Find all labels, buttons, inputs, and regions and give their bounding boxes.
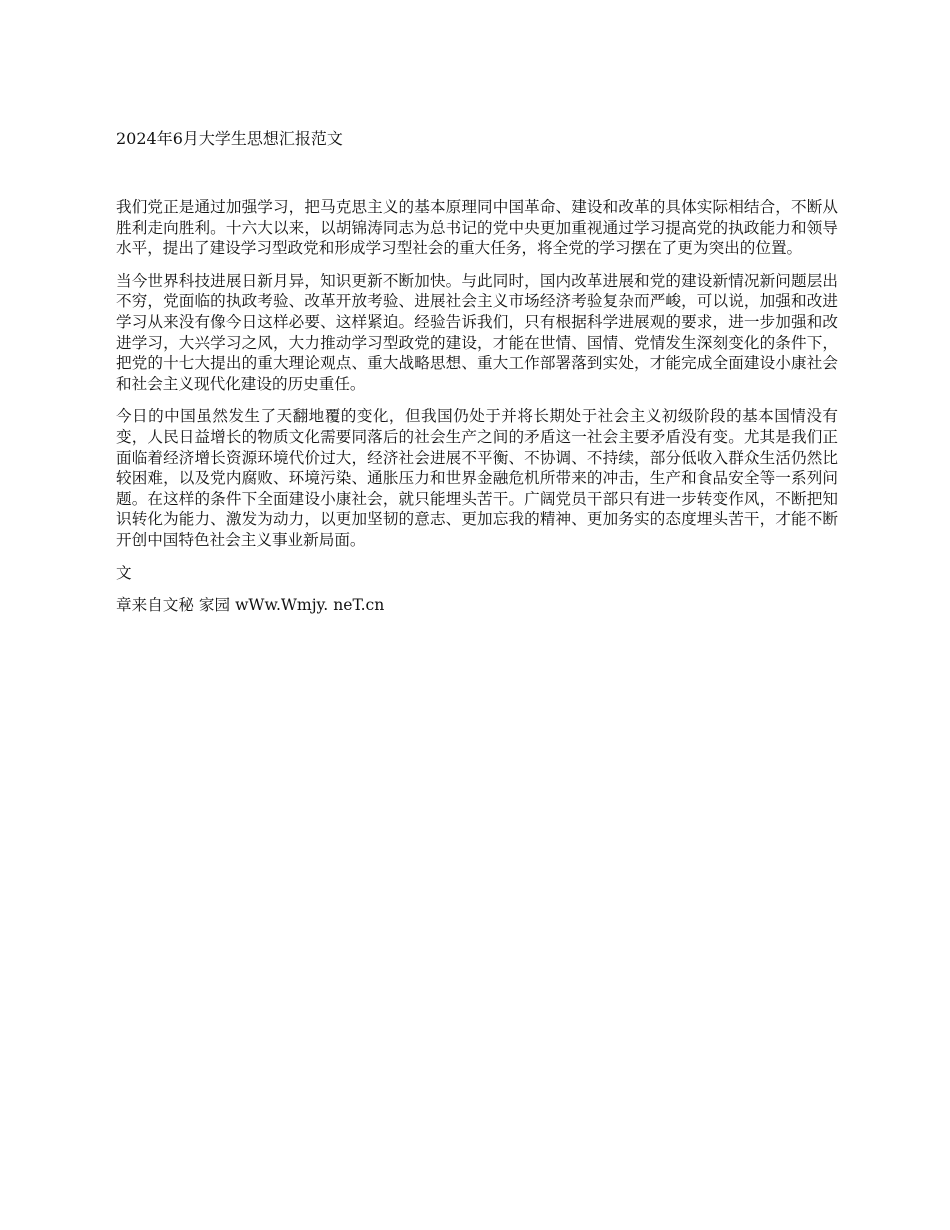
paragraph-2: 当今世界科技进展日新月异，知识更新不断加快。与此同时，国内改革进展和党的建设新情况新问题层出不穷，党面临的执政考验、改革开放考验、进展社会主义市场经济考验复杂而严峻，可以说，加强和改进学习从来没有像今日这样必要、这样紧迫。经验告诉我们，只有根据科学进展观的要求，进一步加强和改进学习，大兴学习之风，大力推动学习型政党的建设，才能在世情、国情、党情发生深刻变化的条件下，把党的十七大提出的重大理论观点、重大战略思想、重大工作部署落到实处，才能完成全面建设小康社会和社会主义现代化建设的历史重任。 xyxy=(116,271,838,393)
text-fragment: 文 xyxy=(116,563,132,582)
paragraph-1: 我们党正是通过加强学习，把马克思主义的基本原理同中国革命、建设和改革的具体实际相结合，不断从胜利走向胜利。十六大以来，以胡锦涛同志为总书记的党中央更加重视通过学习提高党的执政能力和领导水平，提出了建设学习型政党和形成学习型社会的重大任务，将全党的学习摆在了更为突出的位置。 xyxy=(116,198,838,258)
paragraph-3: 今日的中国虽然发生了天翻地覆的变化，但我国仍处于并将长期处于社会主义初级阶段的基本国情没有变，人民日益增长的物质文化需要同落后的社会生产之间的矛盾这一社会主要矛盾没有变。尤其是我们正面临着经济增长资源环境代价过大，经济社会进展不平衡、不协调、不持续，部分低收入群众生活仍然比较困难，以及党内腐败、环境污染、通胀压力和世界金融危机所带来的冲击，生产和食品安全等一系列问题。在这样的条件下全面建设小康社会，就只能埋头苦干。广阔党员干部只有进一步转变作风，不断把知识转化为能力、激发为动力，以更加坚韧的意志、更加忘我的精神、更加务实的态度埋头苦干，才能不断开创中国特色社会主义事业新局面。 xyxy=(116,407,838,549)
document-body xyxy=(116,128,838,628)
source-line: 章来自文秘 家园 wWw.Wmjy. neT.cn xyxy=(116,596,385,615)
document-title: 2024年6月大学生思想汇报范文 xyxy=(116,129,343,148)
